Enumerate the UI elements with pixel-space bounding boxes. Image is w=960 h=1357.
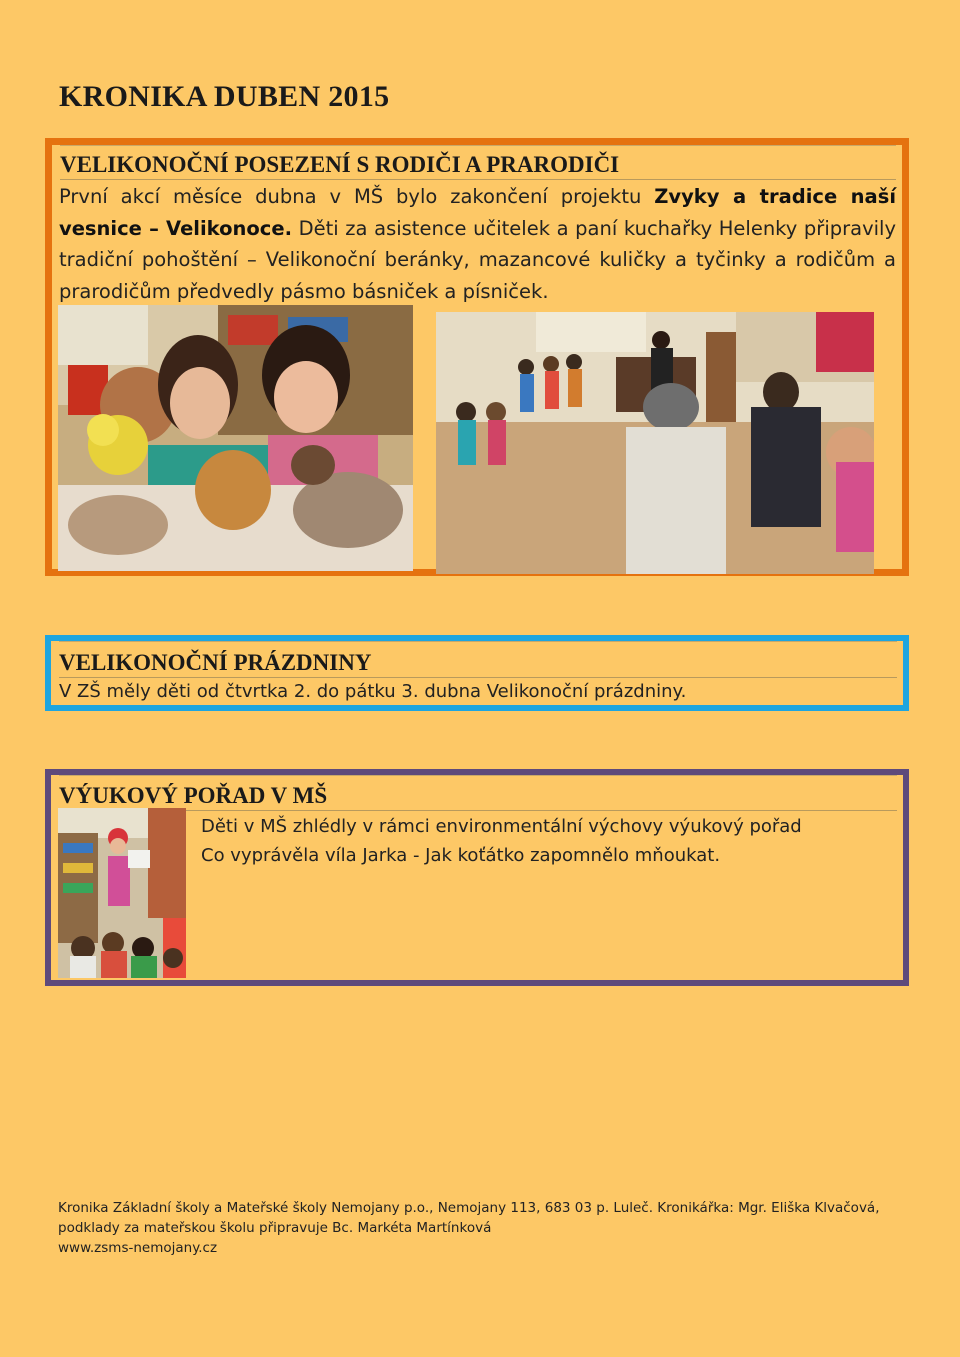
photo-children-performance [436, 312, 874, 574]
section-heading: VELIKONOČNÍ PRÁZDNINY [59, 649, 897, 678]
section-paragraph [59, 181, 896, 307]
paragraph-text-2: Děti za asistence učitelek a paní kuchařky Helenky připravily tradiční pohoštění – Velikonoční beránky, mazancové kuličky a tyčinky a rodičům a prarodičům předvedly pásmo básniček a písniček. [59, 216, 897, 303]
section-top-rule [60, 145, 896, 146]
section-heading: VÝUKOVÝ POŘAD V MŠ [59, 782, 897, 811]
section-top-rule [59, 641, 897, 642]
paragraph-text-1: První akcí měsíce dubna v MŠ bylo zakončení projektu [59, 185, 655, 208]
section-top-rule [59, 775, 897, 776]
photo-children-easter-lambs [58, 305, 413, 571]
section-easter-gathering [45, 138, 909, 576]
footer-website-link[interactable]: www.zsms-nemojany.cz [58, 1240, 218, 1256]
paragraph-project-name: Zvyky a tradice naší vesnice – Velikonoce. [59, 185, 896, 240]
footer-line-kindergarten: podklady za mateřskou školu připravuje Bc. Markéta Martínková [58, 1220, 492, 1236]
photo-fairy-storyteller [58, 808, 186, 978]
footer-line-school: Kronika Základní školy a Mateřské školy Nemojany p.o., Nemojany 113, 683 03 p. Luleč. Kronikářka: Mgr. Eliška Klvačová, [58, 1200, 880, 1216]
section-easter-holidays [45, 635, 909, 711]
section-heading: VELIKONOČNÍ POSEZENÍ S RODIČI A PRARODIČI [60, 151, 896, 180]
section-text: V ZŠ měly děti od čtvrtka 2. do pátku 3. dubna Velikonoční prázdniny. [59, 681, 687, 702]
section-text-line-1: Děti v MŠ zhlédly v rámci environmentální výchovy výukový pořad [201, 816, 802, 837]
footer [58, 1198, 880, 1258]
section-educational-program [45, 769, 909, 986]
section-text-line-2: Co vyprávěla víla Jarka - Jak koťátko zapomnělo mňoukat. [201, 845, 721, 866]
page-title: KRONIKA DUBEN 2015 [59, 80, 390, 113]
